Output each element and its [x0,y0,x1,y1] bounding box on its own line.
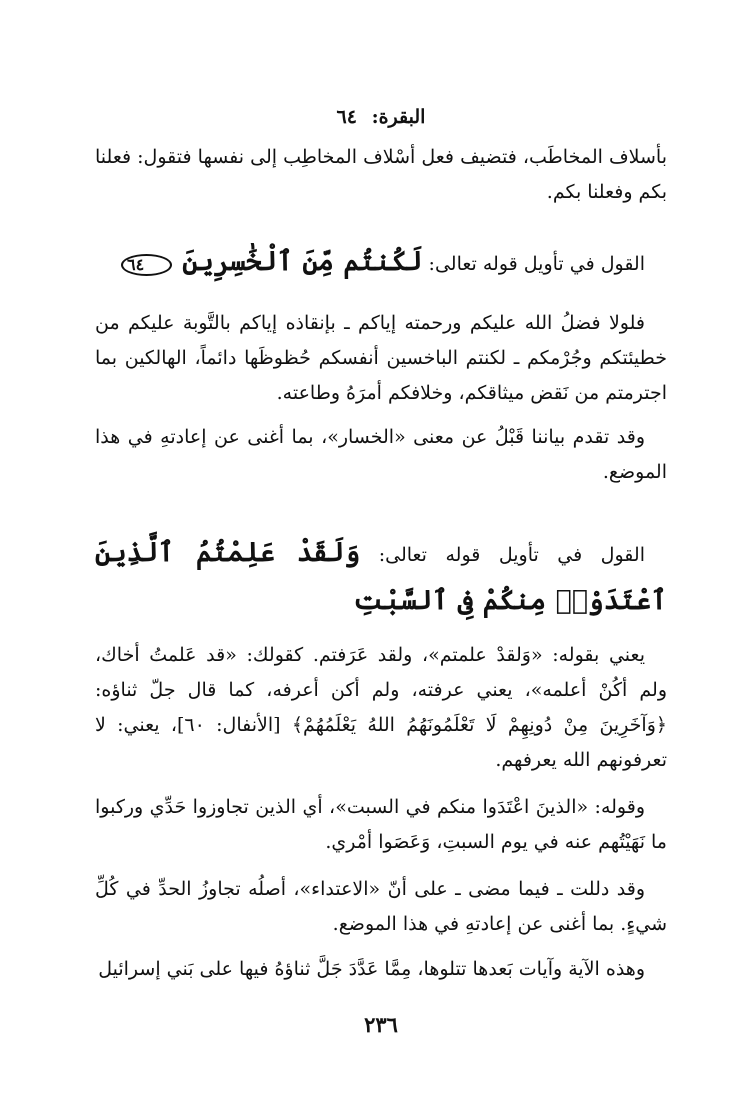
running-head [95,106,667,128]
book-page [95,0,667,1096]
running-head-verse: ٦٤ [336,106,357,128]
paragraph-6 [95,872,667,942]
paragraph-text: وهذه الآية وآيات بَعدها تتلوها، مِمَّا عَدَّدَ جَلَّ ثناؤهُ فيها على بَني إسرائيل [98,958,645,980]
running-head-surah: البقرة: [371,106,426,128]
paragraph-4 [95,638,667,778]
heading-intro: القول في تأويل قوله تعالى: [378,544,645,566]
heading-verse-64 [95,244,667,282]
quran-text: لَكُنتُم مِّنَ ٱلْخَٰسِرِينَ [182,246,423,277]
page-number: ٢٣٦ [364,1012,398,1037]
paragraph-text: فلولا فضلُ الله عليكم ورحمته إياكم ـ بإنقاذه إياكم بالتَّوبة عليكم من خطيئتكم وجُرْمكم ـ لكنتم الباخسين أنفسكم حُظوظَها دائماً، الهالكين بما اجترمتم من نَقض ميثاقكم، وخلافكم أمرَهُ وطاعته. [95,312,667,404]
paragraph-3 [95,420,667,490]
paragraph-5 [95,790,667,860]
paragraph-text: وقد تقدم بياننا قَبْلُ عن معنى «الخسار»، بما أغنى عن إعادتهِ في هذا الموضع. [95,426,667,483]
ayah-number-marker: ٦٤ [121,254,172,276]
paragraph-7 [95,952,667,987]
paragraph-text: بأسلاف المخاطَب، فتضيف فعل أسْلاف المخاطِب إلى نفسها فتقول: فعلنا بكم وفعلنا بكم. [95,146,667,203]
heading-verse-65 [95,530,667,626]
paragraph-text: وقوله: «الذينَ اعْتَدَوا منكم في السبت»، أي الذين تجاوزوا حَدِّي وركبوا ما نَهَيْتُهم عنه في يوم السبتِ، وَعَصَوا أمْري. [95,796,667,853]
paragraph-text: يعني بقوله: «وَلقدْ علمتم»، ولقد عَرَفتم. كقولك: «قد عَلمتُ أخاك، ولم أكُنْ أعلمه»، يعني عرفته، ولم أكن أعرفه، كما قال جلّ ثناؤه: ﴿وَآخَرِينَ مِنْ دُونِهِمْ لَا تَعْلَمُونَهُمُ اللهُ يَعْلَمُهُمْ﴾ [الأنفال: ٦٠]، يعني: لا تعرفونهم الله يعرفهم. [95,644,668,771]
heading-intro: القول في تأويل قوله تعالى: [428,253,645,275]
paragraph-1 [95,140,667,210]
paragraph-text: وقد دللت ـ فيما مضى ـ على أنّ «الاعتداء»، أصلُه تجاوزُ الحدِّ في كُلِّ شيءٍ. بما أغنى عن إعادتهِ في هذا الموضع. [95,878,667,935]
quran-text: وَلَقَدْ عَلِمْتُمُ ٱلَّذِينَ ٱعْتَدَوْا۟ مِنكُمْ فِى ٱلسَّبْتِ [95,537,667,616]
paragraph-2 [95,306,667,411]
